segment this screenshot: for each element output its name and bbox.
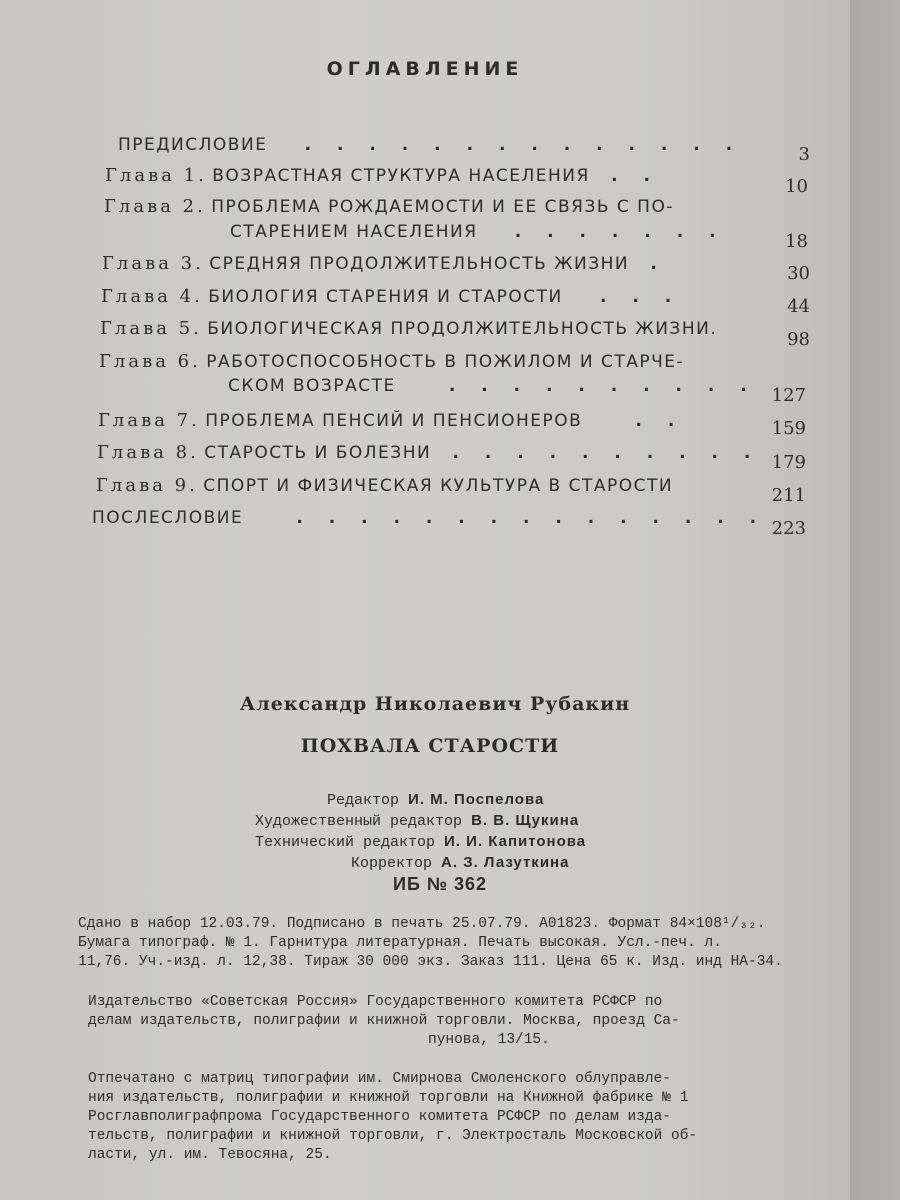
toc-leader-dots: . . [595, 166, 660, 186]
credit-role: Художественный редактор [255, 813, 463, 830]
toc-leader-dots: . [634, 254, 667, 274]
toc-entry-title: БИОЛОГИЯ СТАРЕНИЯ И СТАРОСТИ [208, 287, 563, 307]
credit-name: И. М. Поспелова [408, 791, 545, 808]
toc-entry-chapter-7 [98, 410, 684, 431]
credits-block [255, 790, 586, 874]
toc-entry-afterword [92, 508, 766, 528]
toc-chapter-label: Глава 1. [105, 165, 207, 186]
toc-entry-title: РАБОТОСПОСОБНОСТЬ В ПОЖИЛОМ И СТАРЧЕ- [206, 352, 685, 372]
toc-page-number: 223 [771, 518, 806, 539]
toc-entry-title: СПОРТ И ФИЗИЧЕСКАЯ КУЛЬТУРА В СТАРОСТИ [203, 476, 674, 496]
toc-leader-dots: . . . . . . . . . . . . . . [272, 135, 743, 155]
toc-page-number: 211 [771, 485, 806, 506]
toc-chapter-label: Глава 2. [104, 196, 206, 217]
printer-paragraph [88, 1070, 808, 1165]
toc-entry-chapter-6-continued [228, 376, 757, 396]
author-name: Александр Николаевич Рубакин [239, 693, 631, 715]
toc-entry-chapter-5 [100, 318, 717, 339]
toc-leader-dots: . . [587, 411, 685, 431]
credit-proofreader [255, 853, 586, 874]
toc-entry-title: ПРОБЛЕМА ПЕНСИЙ И ПЕНСИОНЕРОВ [205, 411, 583, 431]
toc-page-number: 127 [771, 385, 806, 406]
printer-line: ния издательств, полиграфии и книжной торговли на Книжной фабрике № 1 [88, 1090, 689, 1106]
toc-chapter-label: Глава 6. [99, 351, 201, 372]
toc-entry-title: СТАРОСТЬ И БОЛЕЗНИ [204, 443, 432, 463]
toc-entry-title: ПРЕДИСЛОВИЕ [118, 135, 268, 155]
credit-technical-editor [255, 832, 586, 853]
toc-entry-chapter-2-continued [230, 222, 726, 242]
toc-page-number: 18 [785, 231, 808, 252]
toc-chapter-label: Глава 7. [98, 410, 200, 431]
toc-page-number: 44 [787, 296, 810, 317]
print-details-line: 11,76. Уч.-изд. л. 12,38. Тираж 30 000 экз. Заказ 111. Цена 65 к. Изд. инд НА-34. [78, 954, 783, 970]
toc-page-number: 179 [771, 452, 806, 473]
toc-page-number: 30 [787, 263, 810, 284]
toc-leader-dots: . . . . . . . . . . [401, 376, 757, 396]
toc-chapter-label: Глава 8. [97, 442, 199, 463]
toc-entry-chapter-6 [99, 351, 684, 372]
toc-chapter-label: Глава 5. [100, 318, 202, 339]
toc-entry-title: ПОСЛЕСЛОВИЕ [92, 508, 244, 528]
publisher-line: делам издательств, полиграфии и книжной торговли. Москва, проезд Са- [88, 1013, 680, 1029]
toc-entry-chapter-3 [102, 253, 667, 274]
print-details-line: Сдано в набор 12.03.79. Подписано в печать 25.07.79. А01823. Формат 84×108¹/₃₂. [78, 916, 766, 932]
book-title: ПОХВАЛА СТАРОСТИ [300, 735, 560, 757]
publisher-line: Издательство «Советская Россия» Государственного комитета РСФСР по [88, 994, 663, 1010]
toc-entry-chapter-4 [101, 286, 681, 307]
toc-entry-title: ВОЗРАСТНАЯ СТРУКТУРА НАСЕЛЕНИЯ [212, 166, 590, 186]
toc-page-number: 159 [771, 418, 806, 439]
toc-entry-chapter-9 [96, 475, 673, 496]
printer-line: тельств, полиграфии и книжной торговли, г. Электросталь Московской об- [88, 1128, 698, 1144]
toc-entry-title: СРЕДНЯЯ ПРОДОЛЖИТЕЛЬНОСТЬ ЖИЗНИ [209, 254, 630, 274]
toc-entry-title-continued: СКОМ ВОЗРАСТЕ [228, 376, 396, 396]
printer-line: Росглавполиграфпрома Государственного комитета РСФСР по делам изда- [88, 1109, 671, 1125]
ib-number: ИБ № 362 [393, 874, 487, 894]
toc-page-number: 3 [798, 144, 810, 165]
printer-line: Отпечатано с матриц типографии им. Смирнова Смоленского облуправле- [88, 1071, 671, 1087]
print-details-line: Бумага типограф. № 1. Гарнитура литературная. Печать высокая. Усл.-печ. л. [78, 935, 722, 951]
credit-role: Корректор [351, 855, 433, 872]
toc-leader-dots: . . . . . . . . . . . . . . . [248, 508, 767, 528]
print-details-paragraph [78, 915, 808, 972]
toc-entry-chapter-1 [105, 165, 660, 186]
toc-page-number: 10 [785, 176, 808, 197]
toc-entry-title: ПРОБЛЕМА РОЖДАЕМОСТИ И ЕЕ СВЯЗЬ С ПО- [211, 197, 674, 217]
credit-editor [255, 790, 586, 811]
toc-entry-title-continued: СТАРЕНИЕМ НАСЕЛЕНИЯ [230, 222, 478, 242]
toc-chapter-label: Глава 4. [101, 286, 203, 307]
publisher-paragraph [88, 993, 808, 1050]
page-edge [850, 0, 900, 1200]
toc-entry-chapter-2 [104, 196, 674, 217]
credit-art-editor [255, 811, 586, 832]
toc-page-number: 98 [787, 329, 810, 350]
toc-leader-dots: . . . . . . . [482, 222, 726, 242]
printer-line: ласти, ул. им. Тевосяна, 25. [88, 1147, 332, 1163]
toc-chapter-label: Глава 9. [96, 475, 198, 496]
toc-chapter-label: Глава 3. [102, 253, 204, 274]
credit-role: Редактор [327, 792, 400, 809]
credit-name: И. И. Капитонова [444, 833, 587, 850]
credit-name: А. З. Лазуткина [441, 854, 570, 871]
toc-leader-dots: . . . . . . . . . . [436, 443, 761, 463]
publisher-line: пунова, 13/15. [428, 1032, 550, 1048]
toc-heading: ОГЛАВЛЕНИЕ [326, 58, 524, 80]
toc-entry-chapter-8 [97, 442, 760, 463]
toc-entry-preface [118, 135, 742, 155]
credit-name: В. В. Щукина [471, 812, 580, 829]
toc-leader-dots: . . . [568, 287, 682, 307]
table-of-contents [0, 0, 850, 560]
credit-role: Технический редактор [255, 834, 436, 851]
toc-entry-title: БИОЛОГИЧЕСКАЯ ПРОДОЛЖИТЕЛЬНОСТЬ ЖИЗНИ. [207, 319, 718, 339]
